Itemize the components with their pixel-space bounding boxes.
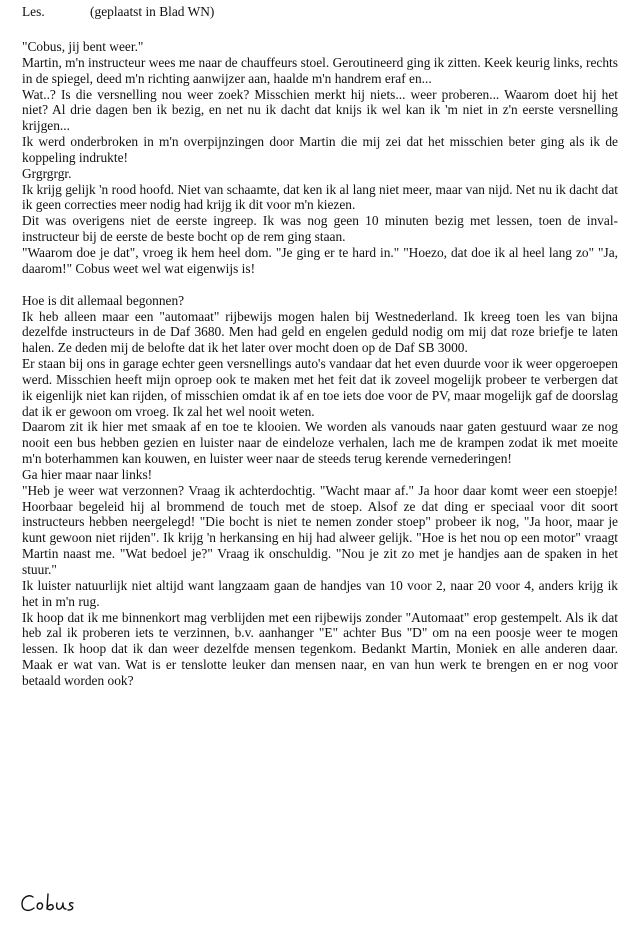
paragraph: Er staan bij ons in garage echter geen versnellings auto's vandaar dat het even duurde voor ik weer opgeroepen werd. Misschien heeft mijn oproep ook te maken met het feit dat ik zoveel mogelijk probeer te verbergen dat ik eigenlijk niet kan rijden, of misschien omdat ik af en toe iets doe voor de PV, maar mogelijk gaf de doorslag dat ik er gewoon om vroeg. Ik zal het wel nooit weten. [22,356,618,419]
paragraph: Wat..? Is die versnelling nou weer zoek? Misschien merkt hij niets... weer proberen... Waarom doet hij het niet? Al drie dagen ben ik bezig, en net nu ik dacht dat knijs ik wel kan ik 'm niet in z'n eerste versnelling krijgen... [22,86,618,134]
paragraph: Hoe is dit allemaal begonnen? [22,292,185,308]
document-title: Les. [22,4,45,19]
document-subtitle: (geplaatst in Blad WN) [90,4,215,19]
paragraph: Ik werd onderbroken in m'n overpijnzingen door Martin die mij zei dat het misschien beter ging als ik de koppeling indrukte! [22,134,618,165]
handwritten-signature [20,888,100,922]
paragraph: Ga hier maar naar links! [22,466,153,482]
paragraph: Ik hoop dat ik me binnenkort mag verblijden met een rijbewijs zonder "Automaat" erop gestempelt. Als ik dat heb zal ik proberen iets te verzinnen, b.v. aanhanger "E" achter Bus "D" om na een poosje weer te mogen lessen. Ik hoop dat ik dan weer dezelfde mensen tegenkom. Bedankt Martin, Moniek en alle anderen daar. Maak er wat van. Wat is er tenslotte leuker dan mensen naar, en van hun werk te brengen en er nog voor betaald worden ook? [22,609,618,688]
paragraph: Ik luister natuurlijk niet altijd want langzaam gaan de handjes van 10 voor 2, naar 20 voor 4, anders krijg ik het in m'n rug. [22,577,618,609]
paragraph-spacer [22,277,618,293]
paragraph: Dit was overigens niet de eerste ingreep. Ik was nog geen 10 minuten bezig met lessen, toen de inval-instructeur bij de eerste de beste bocht op de rem ging staan. [22,213,618,245]
paragraph: "Waarom doe je dat", vroeg ik hem heel dom. "Je ging er te hard in." "Hoezo, dat doe ik al heel lang zo" "Ja, daarom!" Cobus weet wel wat eigenwijs is! [22,244,618,276]
paragraph: Martin, m'n instructeur wees me naar de chauffeurs stoel. Geroutineerd ging ik zitten. Keek keurig links, rechts in de spiegel, deed m'n richting aanwijzer aan, haalde m'n handrem eraf en... [22,54,618,86]
paragraph: Ik krijg gelijk 'n rood hoofd. Niet van schaamte, dat ken ik al lang niet meer, maar van nijd. Net nu ik dacht dat ik geen correcties meer nodig had krijg ik dit voor m'n kiezen. [22,181,618,213]
document-body [22,39,618,689]
document-header [22,4,622,20]
paragraph: Daarom zit ik hier met smaak af en toe te klooien. We worden als vanouds naar gaten gestuurd waar ze nog nooit een bus hebben gezien en luister naar de eindeloze verhalen, lach me de krampen zodat ik met moeite m'n boterhammen kan kouwen, en luister weer naar de steeds terug kerende vernederingen! [22,419,618,467]
paragraph: "Cobus, jij bent weer." [22,39,144,54]
paragraph: Ik heb alleen maar een "automaat" rijbewijs mogen halen bij Westnederland. Ik kreeg toen les van bijna dezelfde instructeurs in de Daf 3680. Men had geld en engelen geduld nodig om mij dat roze briefje te laten halen. Ze deden mij de belofte dat ik het later over mocht doen op de Daf SB 3000. [22,308,618,356]
signature-graphic [20,888,100,918]
paragraph: Grgrgrgr. [22,165,72,181]
paragraph: "Heb je weer wat verzonnen? Vraag ik achterdochtig. "Wacht maar af." Ja hoor daar komt weer een stoepje! Hoorbaar begeleid hij al brommend de touch met de stoep. Alsof ze dat ding er speciaal voor dit soort instructeurs hebben neergelegd! "Die bocht is niet te nemen zonder stoep" probeer ik nog, "Ja hoor, maar je kunt gewoon niet rijden". Ik krijg 'n herkansing en hij had alweer gelijk. "Hoe is het nou op een motor" vraagt Martin naast me. "Wat bedoel je?" Vraag ik onschuldig. "Nou je zit zo met je handjes aan de spaken in het stuur." [22,482,618,577]
